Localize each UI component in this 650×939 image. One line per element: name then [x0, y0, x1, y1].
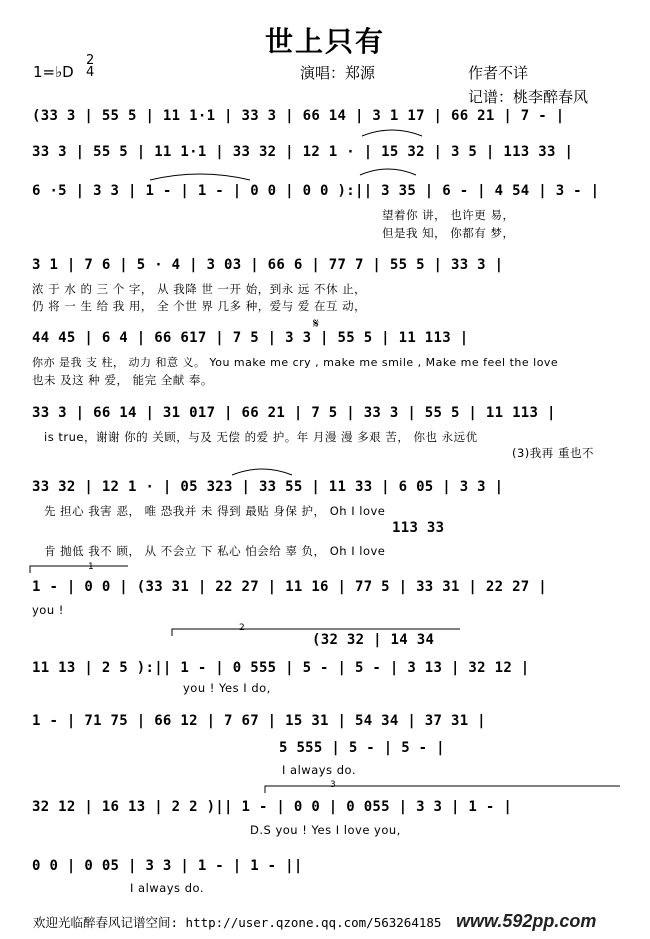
- lyric-line: D.S you ! Yes I love you,: [250, 823, 401, 837]
- notation-line: 6 ·5 | 3 3 | 1 - | 1 - | 0 0 | 0 0 ):|| 3 35 | 6 - | 4 54 | 3 - |: [32, 183, 600, 199]
- song-title: 世上只有: [264, 25, 385, 58]
- footer-site-logo: www.592pp.com: [456, 911, 597, 931]
- lyric-line: 仍 将 一 生 给 我 用， 全 个世 界 几多 种，爱与 爱 在互 动，: [32, 299, 367, 313]
- lyric-line: 你亦 是我 支 柱， 动力 和意 义。 You make me cry , make me smile , Make me feel the love: [32, 356, 559, 369]
- lyric-line: 望着你 讲， 也许更 易，: [382, 208, 515, 222]
- segno-sign: 𝄋: [313, 316, 320, 332]
- lyric-line: 也未 及这 种 爱， 能完 全献 奉。: [32, 373, 213, 387]
- tie-arc: [362, 130, 422, 136]
- lyric-line: 但是我 知， 你都有 梦，: [382, 226, 515, 240]
- notation-line: 33 3 | 66 14 | 31 017 | 66 21 | 7 5 | 33 3 | 55 5 | 11 113 |: [32, 405, 556, 421]
- lyric-line: (3)我再 重也不: [512, 446, 594, 460]
- notation-line: (33 3 | 55 5 | 11 1·1 | 33 3 | 66 14 | 3 1 17 | 66 21 | 7 - |: [32, 108, 565, 124]
- singer-credit: 演唱：郑源: [300, 64, 376, 82]
- volta-number: 3: [330, 780, 336, 790]
- notation-line: 44 45 | 6 4 | 66 617 | 7 5 | 3 3 | 55 5 | 11 113 |: [32, 330, 469, 346]
- notation-line: 1 - | 0 0 | (33 31 | 22 27 | 11 16 | 77 5 | 33 31 | 22 27 |: [32, 579, 547, 595]
- alt-notation: 113 33: [392, 520, 445, 536]
- notation-line: 11 13 | 2 5 ):|| 1 - | 0 555 | 5 - | 5 - | 3 13 | 32 12 |: [32, 660, 530, 676]
- notation-line: 33 3 | 55 5 | 11 1·1 | 33 32 | 12 1 · | 15 32 | 3 5 | 113 33 |: [32, 144, 574, 160]
- lyric-line: 浓 于 水 的 三 个 字， 从 我降 世 一开 始，到永 远 不休 止，: [32, 282, 367, 296]
- lyric-line: you !: [32, 603, 64, 617]
- notation-line: 0 0 | 0 05 | 3 3 | 1 - | 1 - ||: [32, 858, 303, 874]
- composer-credit: 作者不详: [468, 64, 529, 82]
- time-top: 2: [86, 53, 95, 68]
- lyric-line: 先 担心 我害 恶， 唯 恐我并 未 得到 最贴 身保 护， Oh I love: [44, 504, 386, 518]
- lyric-line: I always do.: [130, 881, 204, 895]
- lyric-line: you ! Yes I do,: [183, 681, 271, 695]
- volta-bracket: [30, 566, 128, 573]
- notation-line: 1 - | 71 75 | 66 12 | 7 67 | 15 31 | 54 34 | 37 31 |: [32, 713, 486, 729]
- tie-arc: [150, 174, 250, 180]
- key-signature: 1=♭D: [33, 63, 74, 81]
- tie-arc: [360, 169, 416, 175]
- lower-notation: 5 555 | 5 - | 5 - |: [279, 740, 445, 756]
- lyric-line: is true，谢谢 你的 关顾，与及 无偿 的爱 护。年 月漫 漫 多艰 苦， 你也 永远优: [44, 430, 478, 444]
- notation-line: 32 12 | 16 13 | 2 2 )|| 1 - | 0 0 | 0 055 | 3 3 | 1 - |: [32, 799, 513, 815]
- time-bottom: 4: [86, 65, 95, 80]
- footer-credit: 欢迎光临醉春风记谱空间: http://user.qzone.qq.com/563264185: [33, 915, 442, 930]
- notation-line: 3 1 | 7 6 | 5 · 4 | 3 03 | 66 6 | 77 7 | 55 5 | 33 3 |: [32, 257, 504, 273]
- volta-number: 2: [239, 623, 245, 633]
- upper-notation: (32 32 | 14 34: [312, 632, 435, 648]
- notation-line: 33 32 | 12 1 · | 05 323 | 33 55 | 11 33 | 6 05 | 3 3 |: [32, 479, 504, 495]
- volta-bracket: [265, 786, 620, 793]
- tie-arc: [232, 469, 292, 475]
- transcriber-credit: 记谱：桃李醉春风: [468, 88, 589, 106]
- lyric-line: I always do.: [282, 763, 356, 777]
- volta-number: 1: [88, 562, 94, 572]
- volta-bracket: [172, 629, 460, 636]
- lyric-line: 肯 抛低 我不 顾， 从 不会立 下 私心 怕会给 辜 负， Oh I love: [44, 544, 386, 558]
